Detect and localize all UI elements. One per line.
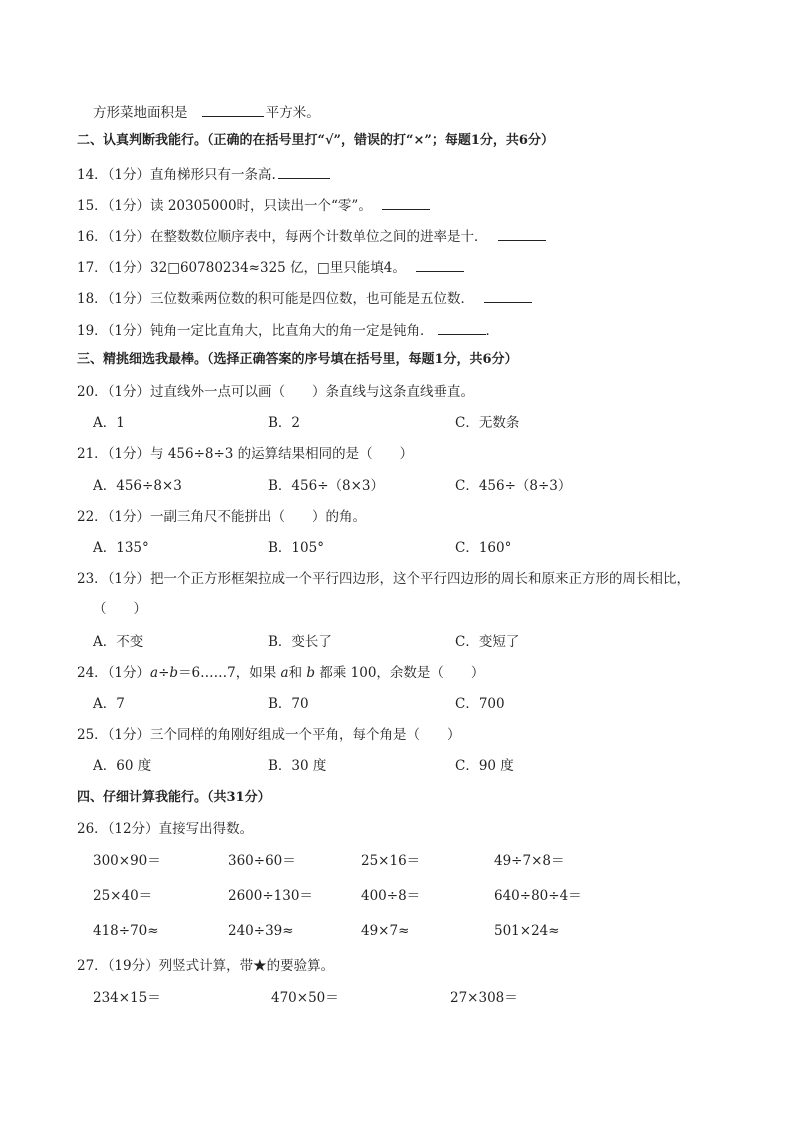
answer-blank[interactable] <box>484 288 532 303</box>
option-b[interactable]: B．70 <box>268 696 309 712</box>
conjunction: 和 <box>288 665 303 681</box>
question-score: （1分） <box>107 446 151 462</box>
question-text: 与 456÷8÷3 的运算结果相同的是（ ） <box>150 446 414 462</box>
option-a[interactable]: A．1 <box>93 415 125 431</box>
question-text: 直角梯形只有一条高. <box>150 167 276 183</box>
answer-blank[interactable] <box>416 257 464 272</box>
option-b[interactable]: B．105° <box>268 540 324 556</box>
option-a[interactable]: A．135° <box>93 540 149 556</box>
question-text: ＝6……7，如果 <box>178 665 277 681</box>
question-number: 15． <box>77 198 108 214</box>
option-b[interactable]: B．2 <box>268 415 301 431</box>
option-c[interactable]: C．160° <box>455 540 512 556</box>
question-21 <box>77 444 413 464</box>
calc-item: 49÷7×8＝ <box>494 853 565 869</box>
question-score: （19分） <box>107 958 159 974</box>
question-text: 一副三角尺不能拼出（ ）的角。 <box>150 509 367 525</box>
question-number: 17． <box>77 260 108 276</box>
question-20 <box>77 382 474 402</box>
intro-text-before: 方形菜地面积是 <box>93 105 188 121</box>
question-number: 26． <box>77 821 108 837</box>
calc-item: 25×40＝ <box>93 888 153 904</box>
question-score: （1分） <box>107 229 151 245</box>
question-text: 32□60780234≈325 亿，□里只能填4。 <box>150 260 406 276</box>
question-text: 在整数数位顺序表中，每两个计数单位之间的进率是十． <box>150 229 488 245</box>
question-text: 过直线外一点可以画（ ）条直线与这条直线垂直。 <box>150 384 475 400</box>
question-number: 27． <box>77 958 108 974</box>
option-b[interactable]: B．30 度 <box>268 758 327 774</box>
question-score: （1分） <box>107 291 151 307</box>
option-c[interactable]: C．90 度 <box>455 758 514 774</box>
question-19 <box>77 320 499 341</box>
question-text: 三个同样的角刚好组成一个平角，每个角是（ ） <box>150 727 461 743</box>
calc-item: 400÷8＝ <box>361 888 421 904</box>
question-score: （1分） <box>107 665 151 681</box>
question-text-end: 都乘 100，余数是（ ） <box>319 665 485 681</box>
question-number: 24． <box>77 665 108 681</box>
variable-b: b <box>306 665 316 681</box>
calc-item: 501×24≈ <box>494 923 560 939</box>
question-number: 22． <box>77 509 108 525</box>
question-number: 23． <box>77 571 108 587</box>
question-text: 把一个正方形框架拉成一个平行四边形，这个平行四边形的周长和原来正方形的周长相比， <box>150 571 691 587</box>
question-text: 读 20305000时，只读出一个“零”。 <box>150 198 372 214</box>
section-title-3: 三、精挑细选我最棒。（选择正确答案的序号填在括号里，每题1分，共6分） <box>77 352 518 367</box>
question-score: （1分） <box>107 260 151 276</box>
question-score: （1分） <box>107 167 151 183</box>
variable-b: b <box>169 665 179 681</box>
question-text: 直接写出得数。 <box>158 821 254 837</box>
option-c[interactable]: C．变短了 <box>455 634 520 650</box>
question-number: 16． <box>77 229 108 245</box>
question-26 <box>77 819 253 839</box>
answer-blank[interactable] <box>202 102 264 117</box>
option-c[interactable]: C．无数条 <box>455 415 520 431</box>
answer-blank[interactable] <box>498 226 546 241</box>
question-tail: ． <box>485 323 500 339</box>
question-number: 25． <box>77 727 108 743</box>
question-score: （1分） <box>107 323 151 339</box>
question-14 <box>77 164 330 185</box>
calc-item: 49×7≈ <box>361 923 410 939</box>
option-a[interactable]: A．不变 <box>93 634 144 650</box>
intro-text-after: 平方米。 <box>265 105 320 121</box>
question-score: （12分） <box>107 821 159 837</box>
question-22 <box>77 507 366 527</box>
question-15 <box>77 195 430 216</box>
question-score: （1分） <box>107 384 151 400</box>
question-24 <box>77 663 484 683</box>
question-number: 20． <box>77 384 108 400</box>
divide-sign: ÷ <box>158 665 170 681</box>
option-a[interactable]: A．7 <box>93 696 125 712</box>
question-17 <box>77 257 464 278</box>
variable-a: a <box>150 665 159 681</box>
calc-item: 300×90＝ <box>93 853 161 869</box>
option-a[interactable]: A．456÷8×3 <box>93 478 182 494</box>
question-23 <box>77 569 690 589</box>
answer-blank[interactable] <box>438 320 486 335</box>
answer-blank[interactable] <box>382 195 430 210</box>
question-number: 18． <box>77 291 108 307</box>
option-b[interactable]: B．变长了 <box>268 634 332 650</box>
question-score: （1分） <box>107 509 151 525</box>
option-c[interactable]: C．700 <box>455 696 505 712</box>
option-c[interactable]: C．456÷（8÷3） <box>455 478 572 494</box>
question-16 <box>77 226 546 247</box>
calc-item: 470×50＝ <box>271 990 339 1006</box>
section-title-4: 四、仔细计算我能行。（共31分） <box>77 790 271 805</box>
calc-item: 25×16＝ <box>361 853 421 869</box>
calc-item: 2600÷130＝ <box>228 888 313 904</box>
question-text: 三位数乘两位数的积可能是四位数，也可能是五位数． <box>150 291 475 307</box>
calc-item: 360÷60＝ <box>228 853 296 869</box>
question-text: 钝角一定比直角大，比直角大的角一定是钝角． <box>150 323 434 339</box>
question-score: （1分） <box>107 727 151 743</box>
question-score: （1分） <box>107 198 151 214</box>
question-18 <box>77 288 532 309</box>
calc-item: 418÷70≈ <box>93 923 159 939</box>
calc-item: 234×15＝ <box>93 990 161 1006</box>
option-b[interactable]: B．456÷（8×3） <box>268 478 384 494</box>
variable-a: a <box>280 665 289 681</box>
answer-blank[interactable] <box>278 164 330 179</box>
calc-item: 27×308＝ <box>450 990 518 1006</box>
question-25 <box>77 725 461 745</box>
question-text: 列竖式计算，带★的要验算。 <box>158 958 335 974</box>
question-27 <box>77 956 334 976</box>
option-a[interactable]: A．60 度 <box>93 758 152 774</box>
calc-item: 640÷80÷4＝ <box>494 888 582 904</box>
question-score: （1分） <box>107 571 151 587</box>
section-title-2: 二、认真判断我能行。（正确的在括号里打“√”，错误的打“×”；每题1分，共6分） <box>77 133 554 148</box>
question-23-bracket: （ ） <box>93 601 147 617</box>
question-number: 14． <box>77 167 108 183</box>
question-number: 19． <box>77 323 108 339</box>
intro-line <box>93 102 320 123</box>
calc-item: 240÷39≈ <box>228 923 294 939</box>
question-number: 21． <box>77 446 108 462</box>
